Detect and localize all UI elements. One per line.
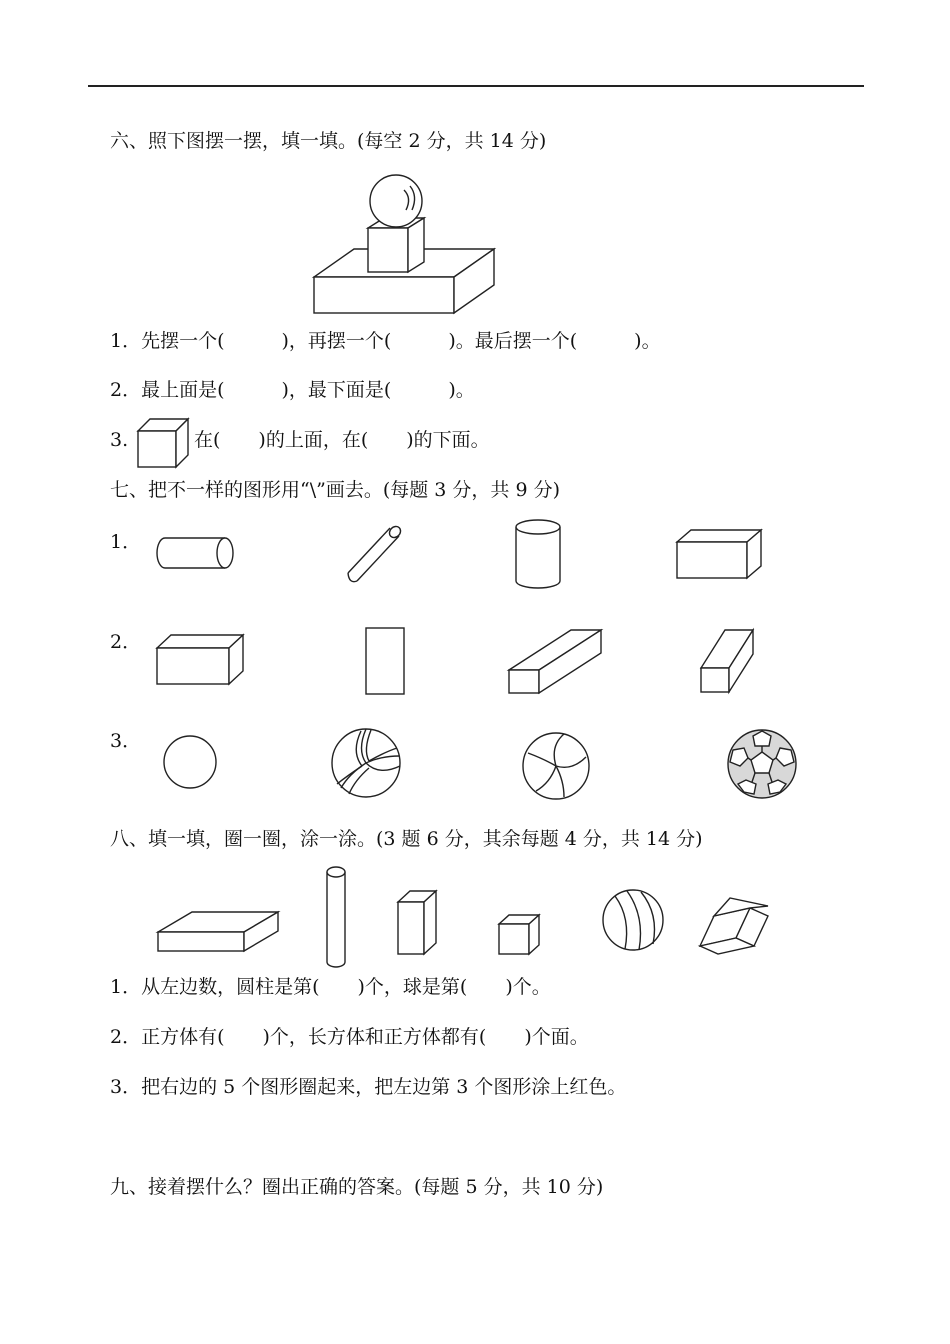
volleyball-shape <box>329 726 403 800</box>
section6-question2: 2．最上面是( )，最下面是( )。 <box>110 379 475 401</box>
section7-row2-label: 2． <box>110 631 142 653</box>
section7-row1-label: 1． <box>110 531 142 553</box>
upright-cylinder-shape <box>512 517 564 591</box>
cuboid-shape <box>674 528 766 582</box>
section6-question3-number: 3. <box>110 429 129 451</box>
rectangle-flat-shape <box>364 626 408 698</box>
section8-question1: 1．从左边数，圆柱是第( )个，球是第( )个。 <box>110 976 551 998</box>
tall-cylinder-shape <box>324 864 350 972</box>
cylinder-lying-shape <box>155 535 237 571</box>
section8-question2: 2．正方体有( )个，长方体和正方体都有( )个面。 <box>110 1026 589 1048</box>
striped-ball-shape <box>601 888 667 954</box>
upright-cuboid-shape <box>395 888 441 958</box>
section6-question1: 1．先摆一个( )，再摆一个( )。最后摆一个( )。 <box>110 330 661 352</box>
section6-question3-text: 在( )的上面，在( )的下面。 <box>194 429 490 451</box>
section7-title: 七、把不一样的图形用“\”画去。(每题 3 分，共 9 分) <box>110 479 560 501</box>
soccer-ball-shape <box>726 728 798 800</box>
stacked-shapes-figure <box>300 172 500 317</box>
flat-cuboid-shape <box>154 908 284 956</box>
long-cuboid-shape <box>506 626 606 698</box>
section9-title: 九、接着摆什么？圈出正确的答案。(每题 5 分，共 10 分) <box>110 1176 604 1198</box>
volleyball-outline-shape <box>520 731 592 801</box>
cuboid-wide-shape <box>154 632 248 688</box>
section7-row3-label: 3． <box>110 730 142 752</box>
tilted-cube-shape <box>696 894 772 960</box>
small-cube-icon <box>136 415 192 471</box>
header-rule <box>88 85 864 87</box>
plain-circle-shape <box>162 734 220 792</box>
section8-question3: 3．把右边的 5 个图形圈起来，把左边第 3 个图形涂上红色。 <box>110 1076 627 1098</box>
tall-cuboid-shape <box>698 626 758 696</box>
small-cube-shape <box>496 912 544 958</box>
section6-title: 六、照下图摆一摆，填一填。(每空 2 分，共 14 分) <box>110 130 547 152</box>
slanted-rod-cylinder-shape <box>340 518 410 588</box>
section8-title: 八、填一填，圈一圈，涂一涂。(3 题 6 分，其余每题 4 分，共 14 分) <box>110 828 703 850</box>
